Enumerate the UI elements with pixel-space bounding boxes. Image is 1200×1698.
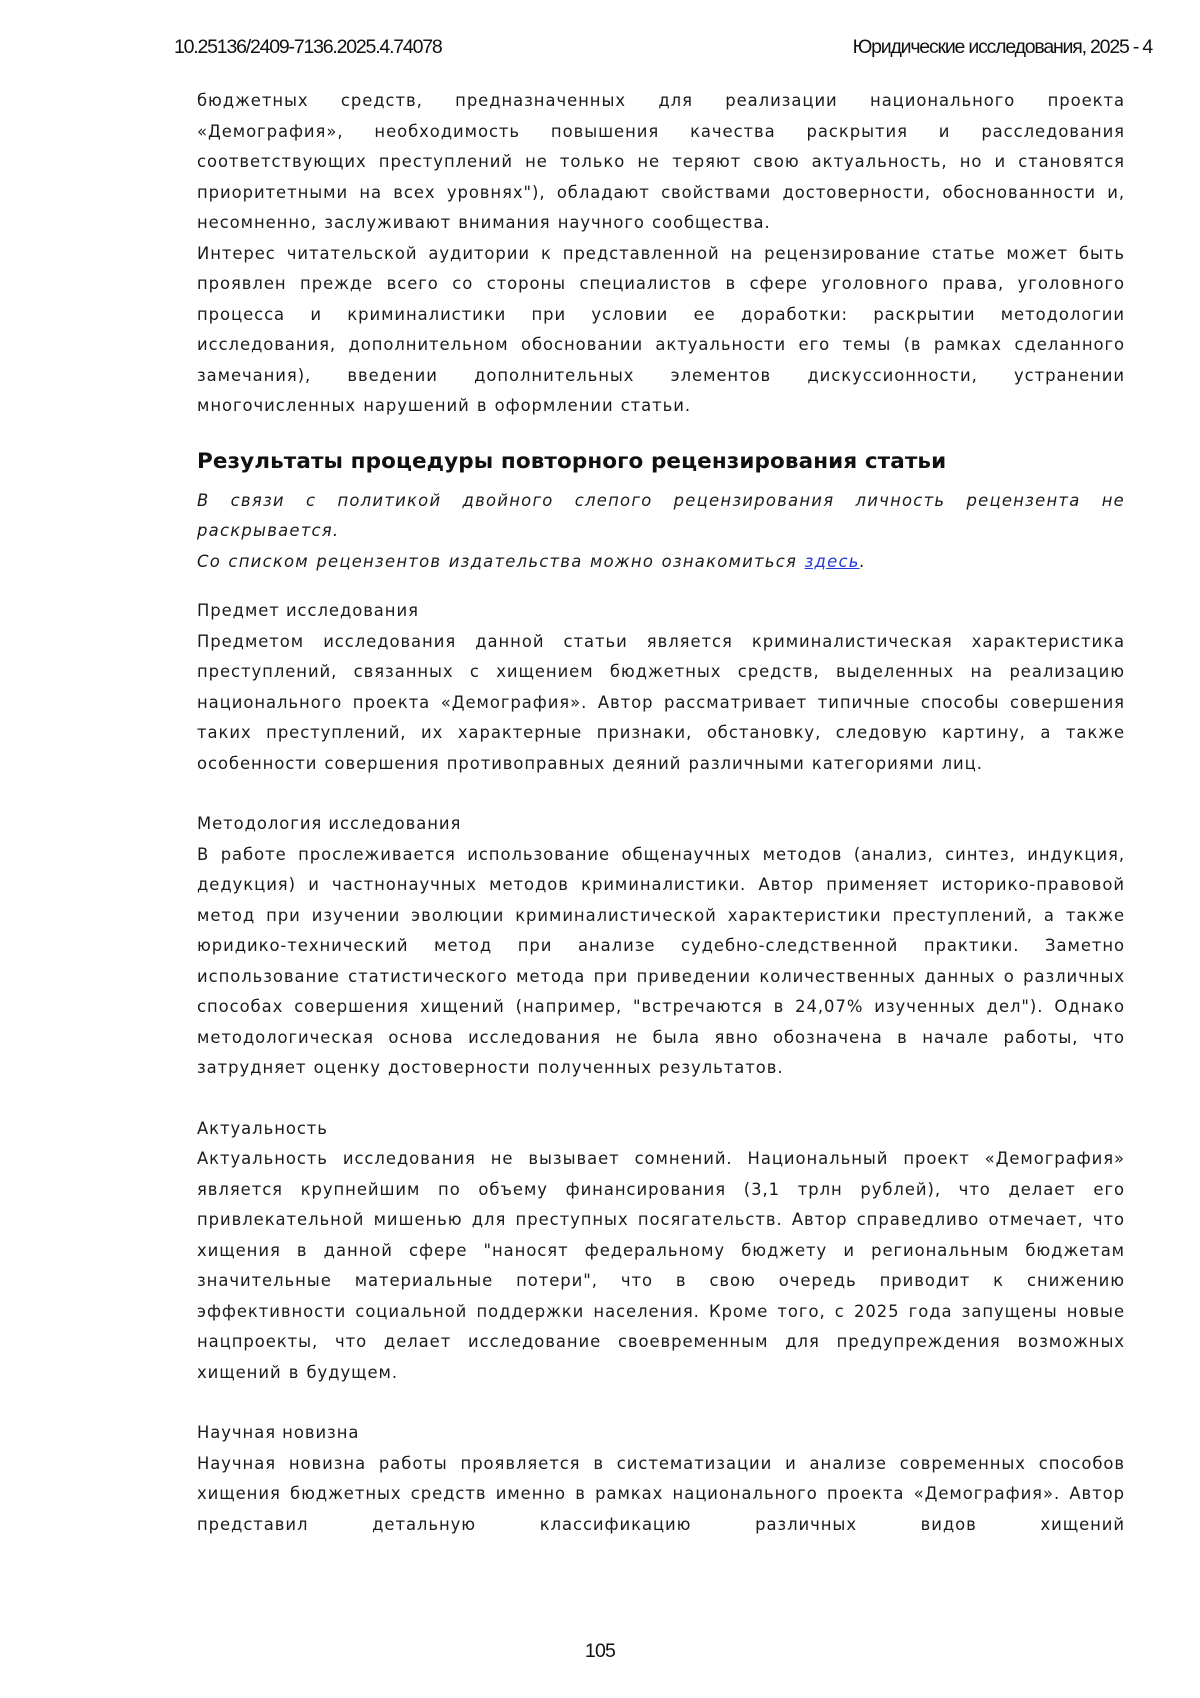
running-header	[174, 36, 1152, 62]
intro-paragraph: Интерес читательской аудитории к представленной на рецензирование статье может быть проявлен прежде всего со стороны специалистов в сфере уголовного права, уголовного процесса и криминалистики при условии ее доработки: раскрытии методологии исследования, дополнительном обосновании актуальности его темы (в рамках сделанного замечания), введении дополнительных элементов дискуссионности, устранении многочисленных нарушений в оформлении статьи.	[197, 243, 1125, 415]
intro-paragraph: бюджетных средств, предназначенных для реализации национального проекта «Демография», необходимость повышения качества раскрытия и расследования соответствующих преступлений не только не теряют свою актуальность, но и становятся приоритетными на всех уровнях"), обладают свойствами достоверности, обоснованности и, несомненно, заслуживают внимания научного сообщества.	[197, 91, 1125, 232]
doi-text: 10.25136/2409-7136.2025.4.74078	[174, 36, 442, 58]
section-label: Предмет исследования	[197, 601, 419, 620]
review-results-heading: Результаты процедуры повторного рецензирования статьи	[197, 448, 947, 474]
section-text: Предметом исследования данной статьи является криминалистическая характеристика преступлений, связанных с хищением бюджетных средств, выделенных на реализацию национального проекта «Демография». Автор рассматривает типичные способы совершения таких преступлений, их характерные признаки, обстановку, следовую картину, а также особенности совершения противоправных деяний различными категориями лиц.	[197, 631, 1125, 773]
review-notice	[197, 486, 1125, 578]
section-methodology	[197, 809, 1125, 1084]
journal-title: Юридические исследования, 2025 - 4	[852, 36, 1152, 58]
section-label: Научная новизна	[197, 1423, 360, 1442]
blind-review-notice: В связи с политикой двойного слепого рецензирования личность рецензента не раскрывается.	[197, 490, 1125, 540]
section-text: В работе прослеживается использование общенаучных методов (анализ, синтез, индукция, дедукция) и частнонаучных методов криминалистики. Автор применяет историко-правовой метод при изучении эволюции криминалистической характеристики преступлений, а также юридико-технический метод при анализе судебно-следственной практики. Заметно использование статистического метода при приведении количественных данных о различных способах совершения хищений (например, "встречаются в 24,07% изученных дел"). Однако методологическая основа исследования не была явно обозначена в начале работы, что затрудняет оценку достоверности полученных результатов.	[197, 844, 1125, 1077]
page-number: 105	[584, 1640, 616, 1662]
reviewers-list-line	[197, 547, 1125, 578]
reviewers-link[interactable]: здесь	[804, 551, 860, 571]
reviewers-text: Со списком рецензентов издательства можно ознакомиться	[197, 551, 805, 571]
section-subject	[197, 596, 1125, 779]
section-label: Методология исследования	[197, 814, 462, 833]
section-label: Актуальность	[197, 1118, 328, 1138]
section-text: Актуальность исследования не вызывает сомнений. Национальный проект «Демография» является крупнейшим по объему финансирования (3,1 трлн рублей), что делает его привлекательной мишенью для преступных посягательств. Автор справедливо отмечает, что хищения в данной сфере "наносят федеральному бюджету и региональным бюджетам значительные материальные потери", что в свою очередь приводит к снижению эффективности социальной поддержки населения. Кроме того, с 2025 года запущены новые нацпроекты, что делает исследование своевременным для предупреждения возможных хищений в будущем.	[197, 1149, 1125, 1382]
reviewers-end: .	[859, 551, 867, 571]
section-novelty	[197, 1418, 1125, 1540]
article-body	[197, 86, 1125, 1540]
section-relevance	[197, 1114, 1125, 1389]
section-text: Научная новизна работы проявляется в систематизации и анализе современных способов хищения бюджетных средств именно в рамках национального проекта «Демография». Автор представил детальную классификацию различных видов хищений	[197, 1453, 1125, 1534]
